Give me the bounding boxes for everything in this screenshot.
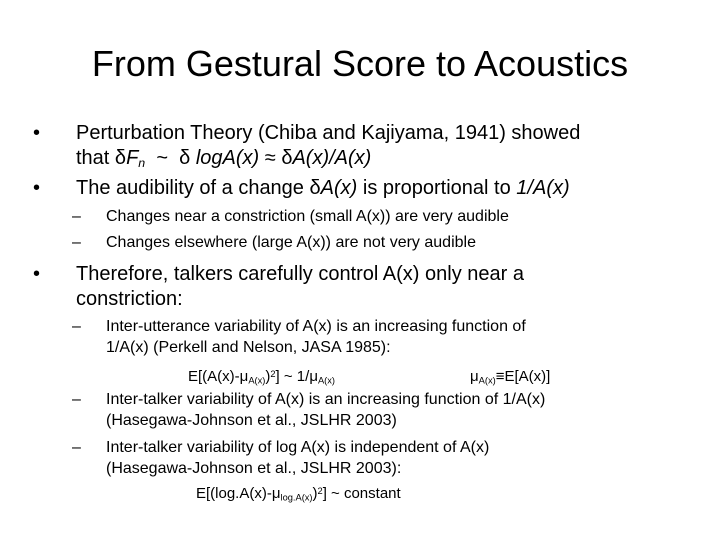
superscript: 2 bbox=[270, 368, 276, 379]
sub-bullet-5-line-2: (Hasegawa-Johnson et al., JSLHR 2003): bbox=[106, 460, 402, 477]
mu-symbol: μ bbox=[470, 368, 479, 385]
delta-symbol: δ bbox=[179, 147, 191, 169]
sub-bullet-4-line-2: (Hasegawa-Johnson et al., JSLHR 2003) bbox=[106, 412, 397, 429]
dash-marker: – bbox=[72, 234, 81, 251]
sub-bullet-5-line-1: Inter-talker variability of log A(x) is independent of A(x) bbox=[106, 439, 490, 456]
sub-bullet-2: Changes elsewhere (large A(x)) are not very audible bbox=[106, 234, 476, 251]
delta-symbol: δ bbox=[281, 147, 293, 169]
mu-symbol: μ bbox=[309, 368, 318, 385]
text-fragment: E[(A(x)- bbox=[188, 368, 240, 385]
bullet-2 bbox=[76, 176, 570, 200]
bullet-3-line-1: Therefore, talkers carefully control A(x) only near a bbox=[76, 263, 524, 285]
delta-symbol: δ bbox=[114, 147, 127, 169]
formant-subscript: n bbox=[138, 156, 146, 171]
text-fragment: is proportional to bbox=[357, 177, 517, 199]
subscript: log.A(x) bbox=[280, 492, 313, 503]
subscript: A(x) bbox=[317, 375, 336, 386]
equation-variance-inverse bbox=[188, 367, 335, 387]
bullet-marker: • bbox=[33, 263, 41, 285]
subscript: A(x) bbox=[478, 375, 496, 386]
dash-marker: – bbox=[72, 439, 81, 456]
delta-symbol: δ bbox=[309, 177, 321, 199]
bullet-1-line-2 bbox=[76, 146, 371, 170]
text-fragment: ) bbox=[312, 485, 318, 502]
equation-log-variance bbox=[196, 484, 401, 504]
text-fragment: ] ~ 1/ bbox=[275, 368, 310, 385]
approx-symbol: ≈ bbox=[264, 147, 276, 169]
subscript: A(x) bbox=[248, 375, 266, 386]
bullet-3-line-2: constriction: bbox=[76, 288, 183, 310]
text-fragment: that bbox=[76, 147, 115, 169]
sub-bullet-1: Changes near a constriction (small A(x)) are very audible bbox=[106, 208, 509, 225]
dash-marker: – bbox=[72, 318, 81, 335]
text-fragment: ] ~ constant bbox=[322, 485, 401, 502]
dash-marker: – bbox=[72, 391, 81, 408]
sub-bullet-3-line-1: Inter-utterance variability of A(x) is an increasing function of bbox=[106, 318, 526, 335]
log-text: log bbox=[195, 147, 223, 169]
area-function: A(x) bbox=[222, 147, 260, 169]
slide-title: From Gestural Score to Acoustics bbox=[91, 43, 629, 84]
relative-area: A(x)/A(x) bbox=[292, 147, 372, 169]
area-function: A(x) bbox=[320, 177, 358, 199]
text-fragment: ) bbox=[265, 368, 271, 385]
dash-marker: – bbox=[72, 208, 81, 225]
sub-bullet-4-line-1: Inter-talker variability of A(x) is an increasing function of 1/A(x) bbox=[106, 391, 546, 408]
superscript: 2 bbox=[317, 485, 323, 496]
bullet-marker: • bbox=[33, 122, 41, 144]
text-fragment: ≡E[A(x)] bbox=[495, 368, 551, 385]
sub-bullet-3-line-2: 1/A(x) (Perkell and Nelson, JASA 1985): bbox=[106, 339, 391, 356]
equation-mean-definition bbox=[470, 367, 550, 387]
text-fragment: E[(log.A(x)- bbox=[196, 485, 272, 502]
mu-symbol: μ bbox=[271, 485, 281, 502]
bullet-1-line-1: Perturbation Theory (Chiba and Kajiyama, 1941) showed bbox=[76, 122, 581, 144]
tilde-symbol: ~ bbox=[156, 147, 168, 169]
mu-symbol: μ bbox=[239, 368, 249, 385]
inverse-area: 1/A(x) bbox=[516, 177, 570, 199]
text-fragment: The audibility of a change bbox=[76, 177, 310, 199]
bullet-marker: • bbox=[33, 177, 41, 199]
formant-f: F bbox=[126, 147, 139, 169]
